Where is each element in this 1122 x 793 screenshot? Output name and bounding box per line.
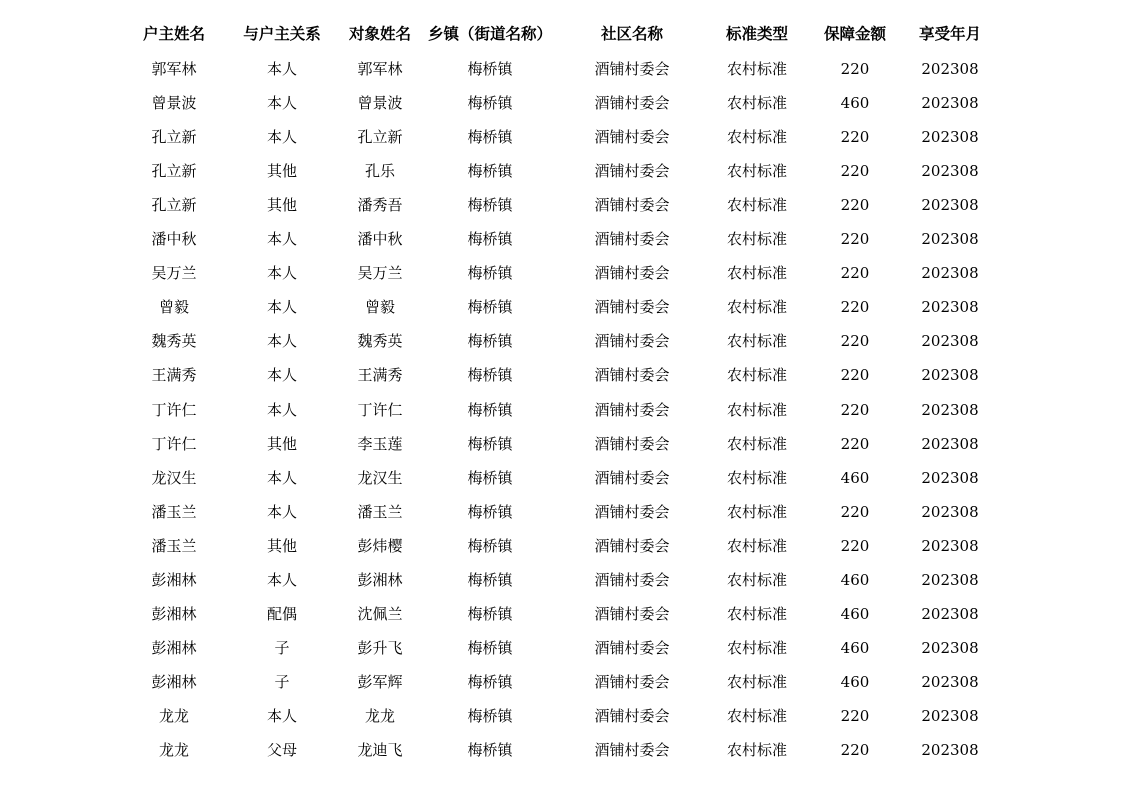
cell-householder-name: 魏秀英 [151, 332, 197, 351]
cell-relationship: 本人 [266, 298, 298, 317]
cell-householder-name: 孔立新 [151, 128, 197, 147]
header-amount: 保障金额 [823, 24, 887, 43]
cell-relationship: 本人 [266, 706, 298, 725]
table-row [0, 52, 1122, 86]
cell-amount: 460 [840, 672, 870, 691]
cell-relationship: 本人 [266, 332, 298, 351]
cell-town: 梅桥镇 [467, 468, 513, 487]
cell-householder-name: 龙龙 [158, 706, 190, 725]
cell-amount: 220 [840, 60, 870, 78]
table-row [0, 256, 1122, 290]
cell-town: 梅桥镇 [467, 536, 513, 555]
cell-subject-name: 魏秀英 [357, 332, 403, 351]
table-row [0, 665, 1122, 699]
cell-year-month: 202308 [921, 128, 979, 147]
table-row [0, 427, 1122, 461]
cell-standard-type: 农村标准 [726, 638, 788, 657]
cell-amount: 460 [840, 570, 870, 589]
cell-town: 梅桥镇 [467, 434, 513, 453]
cell-town: 梅桥镇 [467, 741, 513, 759]
cell-householder-name: 潘玉兰 [151, 502, 197, 521]
cell-year-month: 202308 [921, 298, 979, 317]
cell-standard-type: 农村标准 [726, 60, 788, 78]
cell-subject-name: 彭军辉 [357, 672, 403, 691]
cell-householder-name: 王满秀 [151, 366, 197, 385]
cell-town: 梅桥镇 [467, 128, 513, 147]
cell-town: 梅桥镇 [467, 400, 513, 419]
cell-relationship: 本人 [266, 60, 298, 78]
cell-subject-name: 曾景波 [357, 94, 403, 113]
cell-householder-name: 曾毅 [158, 298, 190, 317]
cell-subject-name: 郭军林 [357, 60, 403, 78]
cell-community: 酒铺村委会 [594, 128, 670, 147]
cell-community: 酒铺村委会 [594, 400, 670, 419]
cell-relationship: 子 [274, 638, 290, 657]
cell-relationship: 本人 [266, 570, 298, 589]
cell-householder-name: 潘玉兰 [151, 536, 197, 555]
cell-community: 酒铺村委会 [594, 536, 670, 555]
cell-community: 酒铺村委会 [594, 366, 670, 385]
cell-standard-type: 农村标准 [726, 128, 788, 147]
cell-town: 梅桥镇 [467, 332, 513, 351]
cell-subject-name: 彭湘林 [357, 570, 403, 589]
cell-householder-name: 龙龙 [158, 741, 190, 759]
cell-community: 酒铺村委会 [594, 230, 670, 249]
cell-householder-name: 丁许仁 [151, 400, 197, 419]
cell-year-month: 202308 [921, 434, 979, 453]
cell-year-month: 202308 [921, 536, 979, 555]
cell-community: 酒铺村委会 [594, 332, 670, 351]
cell-standard-type: 农村标准 [726, 400, 788, 419]
cell-amount: 460 [840, 604, 870, 623]
cell-town: 梅桥镇 [467, 570, 513, 589]
table-row [0, 154, 1122, 188]
cell-standard-type: 农村标准 [726, 94, 788, 113]
cell-relationship: 其他 [266, 536, 298, 555]
cell-standard-type: 农村标准 [726, 570, 788, 589]
table-row [0, 631, 1122, 665]
cell-subject-name: 龙龙 [364, 706, 396, 725]
cell-subject-name: 丁许仁 [357, 400, 403, 419]
table-row [0, 324, 1122, 358]
cell-relationship: 本人 [266, 94, 298, 113]
header-year-month: 享受年月 [918, 24, 982, 43]
cell-relationship: 本人 [266, 128, 298, 147]
cell-householder-name: 潘中秋 [151, 230, 197, 249]
cell-amount: 220 [840, 706, 870, 725]
cell-community: 酒铺村委会 [594, 604, 670, 623]
cell-community: 酒铺村委会 [594, 741, 670, 759]
cell-year-month: 202308 [921, 741, 979, 759]
table-row [0, 733, 1122, 767]
cell-year-month: 202308 [921, 332, 979, 351]
cell-standard-type: 农村标准 [726, 741, 788, 759]
table-row [0, 699, 1122, 733]
cell-standard-type: 农村标准 [726, 162, 788, 181]
cell-amount: 220 [840, 196, 870, 215]
cell-amount: 220 [840, 434, 870, 453]
cell-amount: 220 [840, 298, 870, 317]
cell-relationship: 本人 [266, 366, 298, 385]
cell-relationship: 其他 [266, 196, 298, 215]
table-row [0, 461, 1122, 495]
cell-relationship: 本人 [266, 264, 298, 283]
cell-subject-name: 吴万兰 [357, 264, 403, 283]
cell-householder-name: 丁许仁 [151, 434, 197, 453]
header-standard-type: 标准类型 [725, 24, 789, 43]
table-row [0, 188, 1122, 222]
cell-relationship: 其他 [266, 434, 298, 453]
cell-community: 酒铺村委会 [594, 434, 670, 453]
cell-amount: 220 [840, 502, 870, 521]
cell-relationship: 其他 [266, 162, 298, 181]
cell-standard-type: 农村标准 [726, 366, 788, 385]
cell-town: 梅桥镇 [467, 60, 513, 78]
cell-community: 酒铺村委会 [594, 672, 670, 691]
cell-householder-name: 彭湘林 [151, 604, 197, 623]
cell-relationship: 子 [274, 672, 290, 691]
cell-year-month: 202308 [921, 468, 979, 487]
cell-subject-name: 潘秀吾 [357, 196, 403, 215]
cell-subject-name: 彭升飞 [357, 638, 403, 657]
table-row [0, 393, 1122, 427]
table-row [0, 495, 1122, 529]
cell-town: 梅桥镇 [467, 94, 513, 113]
cell-year-month: 202308 [921, 400, 979, 419]
cell-householder-name: 彭湘林 [151, 672, 197, 691]
cell-amount: 460 [840, 468, 870, 487]
cell-subject-name: 彭炜樱 [357, 536, 403, 555]
cell-amount: 220 [840, 366, 870, 385]
cell-householder-name: 彭湘林 [151, 638, 197, 657]
cell-householder-name: 龙汉生 [151, 468, 197, 487]
cell-amount: 460 [840, 638, 870, 657]
cell-community: 酒铺村委会 [594, 570, 670, 589]
cell-community: 酒铺村委会 [594, 196, 670, 215]
cell-standard-type: 农村标准 [726, 468, 788, 487]
cell-town: 梅桥镇 [467, 672, 513, 691]
header-relationship: 与户主关系 [243, 24, 321, 43]
cell-town: 梅桥镇 [467, 162, 513, 181]
table-row [0, 358, 1122, 392]
cell-year-month: 202308 [921, 264, 979, 283]
cell-standard-type: 农村标准 [726, 706, 788, 725]
cell-subject-name: 潘玉兰 [357, 502, 403, 521]
cell-community: 酒铺村委会 [594, 502, 670, 521]
cell-standard-type: 农村标准 [726, 536, 788, 555]
cell-relationship: 父母 [266, 741, 298, 759]
cell-standard-type: 农村标准 [726, 298, 788, 317]
cell-standard-type: 农村标准 [726, 672, 788, 691]
cell-amount: 220 [840, 400, 870, 419]
cell-town: 梅桥镇 [467, 196, 513, 215]
cell-standard-type: 农村标准 [726, 332, 788, 351]
table-row [0, 222, 1122, 256]
cell-standard-type: 农村标准 [726, 230, 788, 249]
cell-amount: 220 [840, 264, 870, 283]
cell-town: 梅桥镇 [467, 502, 513, 521]
cell-standard-type: 农村标准 [726, 264, 788, 283]
cell-amount: 220 [840, 162, 870, 181]
cell-year-month: 202308 [921, 706, 979, 725]
cell-town: 梅桥镇 [467, 604, 513, 623]
table-row [0, 529, 1122, 563]
cell-year-month: 202308 [921, 196, 979, 215]
cell-town: 梅桥镇 [467, 298, 513, 317]
cell-householder-name: 吴万兰 [151, 264, 197, 283]
cell-subject-name: 曾毅 [364, 298, 396, 317]
cell-amount: 460 [840, 94, 870, 113]
cell-subject-name: 龙迪飞 [357, 741, 403, 759]
cell-town: 梅桥镇 [467, 706, 513, 725]
cell-year-month: 202308 [921, 604, 979, 623]
cell-householder-name: 彭湘林 [151, 570, 197, 589]
cell-subject-name: 沈佩兰 [357, 604, 403, 623]
cell-year-month: 202308 [921, 672, 979, 691]
cell-standard-type: 农村标准 [726, 502, 788, 521]
cell-householder-name: 曾景波 [151, 94, 197, 113]
cell-community: 酒铺村委会 [594, 706, 670, 725]
cell-town: 梅桥镇 [467, 638, 513, 657]
cell-town: 梅桥镇 [467, 264, 513, 283]
cell-householder-name: 孔立新 [151, 196, 197, 215]
cell-year-month: 202308 [921, 502, 979, 521]
header-subject-name: 对象姓名 [348, 24, 412, 43]
cell-community: 酒铺村委会 [594, 298, 670, 317]
table-row [0, 86, 1122, 120]
cell-community: 酒铺村委会 [594, 94, 670, 113]
cell-standard-type: 农村标准 [726, 196, 788, 215]
cell-householder-name: 郭军林 [151, 60, 197, 78]
cell-year-month: 202308 [921, 94, 979, 113]
cell-subject-name: 潘中秋 [357, 230, 403, 249]
table-row [0, 290, 1122, 324]
cell-amount: 220 [840, 536, 870, 555]
cell-year-month: 202308 [921, 638, 979, 657]
cell-householder-name: 孔立新 [151, 162, 197, 181]
cell-community: 酒铺村委会 [594, 468, 670, 487]
cell-year-month: 202308 [921, 366, 979, 385]
cell-community: 酒铺村委会 [594, 162, 670, 181]
table-header-row [0, 17, 1122, 51]
cell-community: 酒铺村委会 [594, 264, 670, 283]
header-town: 乡镇（街道名称） [427, 24, 553, 43]
cell-relationship: 本人 [266, 502, 298, 521]
cell-town: 梅桥镇 [467, 366, 513, 385]
cell-subject-name: 李玉莲 [357, 434, 403, 453]
table-row [0, 563, 1122, 597]
cell-amount: 220 [840, 332, 870, 351]
cell-relationship: 本人 [266, 230, 298, 249]
cell-amount: 220 [840, 741, 870, 759]
cell-town: 梅桥镇 [467, 230, 513, 249]
cell-subject-name: 龙汉生 [357, 468, 403, 487]
cell-community: 酒铺村委会 [594, 638, 670, 657]
cell-community: 酒铺村委会 [594, 60, 670, 78]
cell-subject-name: 王满秀 [357, 366, 403, 385]
cell-year-month: 202308 [921, 570, 979, 589]
cell-amount: 220 [840, 128, 870, 147]
cell-amount: 220 [840, 230, 870, 249]
cell-relationship: 本人 [266, 468, 298, 487]
cell-year-month: 202308 [921, 60, 979, 78]
table-row [0, 597, 1122, 631]
cell-subject-name: 孔乐 [364, 162, 396, 181]
header-community: 社区名称 [600, 24, 664, 43]
cell-relationship: 配偶 [266, 604, 298, 623]
cell-subject-name: 孔立新 [357, 128, 403, 147]
cell-standard-type: 农村标准 [726, 604, 788, 623]
table-row [0, 120, 1122, 154]
cell-year-month: 202308 [921, 230, 979, 249]
header-householder-name: 户主姓名 [142, 24, 206, 43]
cell-standard-type: 农村标准 [726, 434, 788, 453]
cell-year-month: 202308 [921, 162, 979, 181]
cell-relationship: 本人 [266, 400, 298, 419]
